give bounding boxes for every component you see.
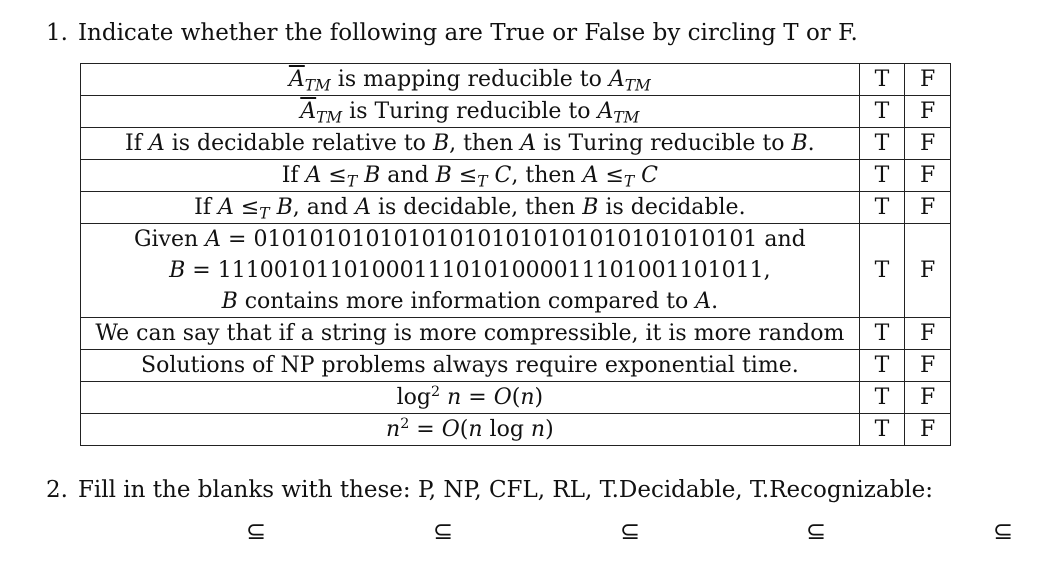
subset-symbol: ⊆ <box>806 517 827 545</box>
question-2-number: 2. <box>46 477 68 503</box>
statement-line: B = 111001011010001110101000011101001101011, <box>169 258 771 283</box>
statement-row <box>81 160 951 192</box>
statement-row <box>81 382 951 414</box>
false-option[interactable]: F <box>905 160 951 192</box>
false-option[interactable]: F <box>905 350 951 382</box>
statement-line: B contains more information compared to A. <box>221 289 719 314</box>
false-option[interactable]: F <box>905 318 951 350</box>
statement-row <box>81 96 951 128</box>
true-option[interactable]: T <box>859 160 905 192</box>
statement-text <box>81 224 860 318</box>
statement-text: If $A \le_T$ B and $B \le_T$ C, then $A \le_T$ C <box>81 160 860 192</box>
statement-row <box>81 192 951 224</box>
false-option[interactable]: F <box>905 192 951 224</box>
false-option[interactable]: F <box>905 224 951 318</box>
statement-line: Given A = 010101010101010101010101010101010101 and <box>133 227 806 252</box>
statement-row <box>81 414 951 446</box>
true-option[interactable]: T <box>859 382 905 414</box>
statement-text: $n^2 = O(n$ log n) <box>81 414 860 446</box>
statement-row <box>81 350 951 382</box>
false-option[interactable]: F <box>905 414 951 446</box>
true-option[interactable]: T <box>859 128 905 160</box>
true-option[interactable]: T <box>859 96 905 128</box>
subset-symbol: ⊆ <box>246 517 267 545</box>
statement-text: If $A \le_T$ B, and A is decidable, then B is decidable. <box>81 192 860 224</box>
true-option[interactable]: T <box>859 414 905 446</box>
statement-text: $\log^2 n = O(n)$ <box>81 382 860 414</box>
question-1-number: 1. <box>46 20 68 46</box>
statement-text: $\overline{A}_{TM}$ is Turing reducible to $A_{TM}$ <box>81 96 860 128</box>
true-option[interactable]: T <box>859 318 905 350</box>
statement-text: $\overline{A}_{TM}$ is mapping reducible to $A_{TM}$ <box>81 64 860 96</box>
true-option[interactable]: T <box>859 350 905 382</box>
statement-row <box>81 128 951 160</box>
statement-row <box>81 64 951 96</box>
subset-symbol: ⊆ <box>993 517 1014 545</box>
false-option[interactable]: F <box>905 96 951 128</box>
statement-text: We can say that if a string is more compressible, it is more random <box>81 318 860 350</box>
false-option[interactable]: F <box>905 64 951 96</box>
true-option[interactable]: T <box>859 224 905 318</box>
true-option[interactable]: T <box>859 192 905 224</box>
question-2 <box>46 477 933 503</box>
statement-row <box>81 224 951 318</box>
false-option[interactable]: F <box>905 128 951 160</box>
statement-row <box>81 318 951 350</box>
question-1 <box>46 20 858 46</box>
question-1-text: Indicate whether the following are True or False by circling T or F. <box>77 20 858 46</box>
true-option[interactable]: T <box>859 64 905 96</box>
statement-text: Solutions of NP problems always require exponential time. <box>81 350 860 382</box>
subset-symbol: ⊆ <box>620 517 641 545</box>
true-false-table <box>80 63 951 446</box>
subset-symbol: ⊆ <box>433 517 454 545</box>
statement-text: If A is decidable relative to B, then A is Turing reducible to B. <box>81 128 860 160</box>
question-2-text: Fill in the blanks with these: P, NP, CFL, RL, T.Decidable, T.Recognizable: <box>77 477 934 503</box>
false-option[interactable]: F <box>905 382 951 414</box>
